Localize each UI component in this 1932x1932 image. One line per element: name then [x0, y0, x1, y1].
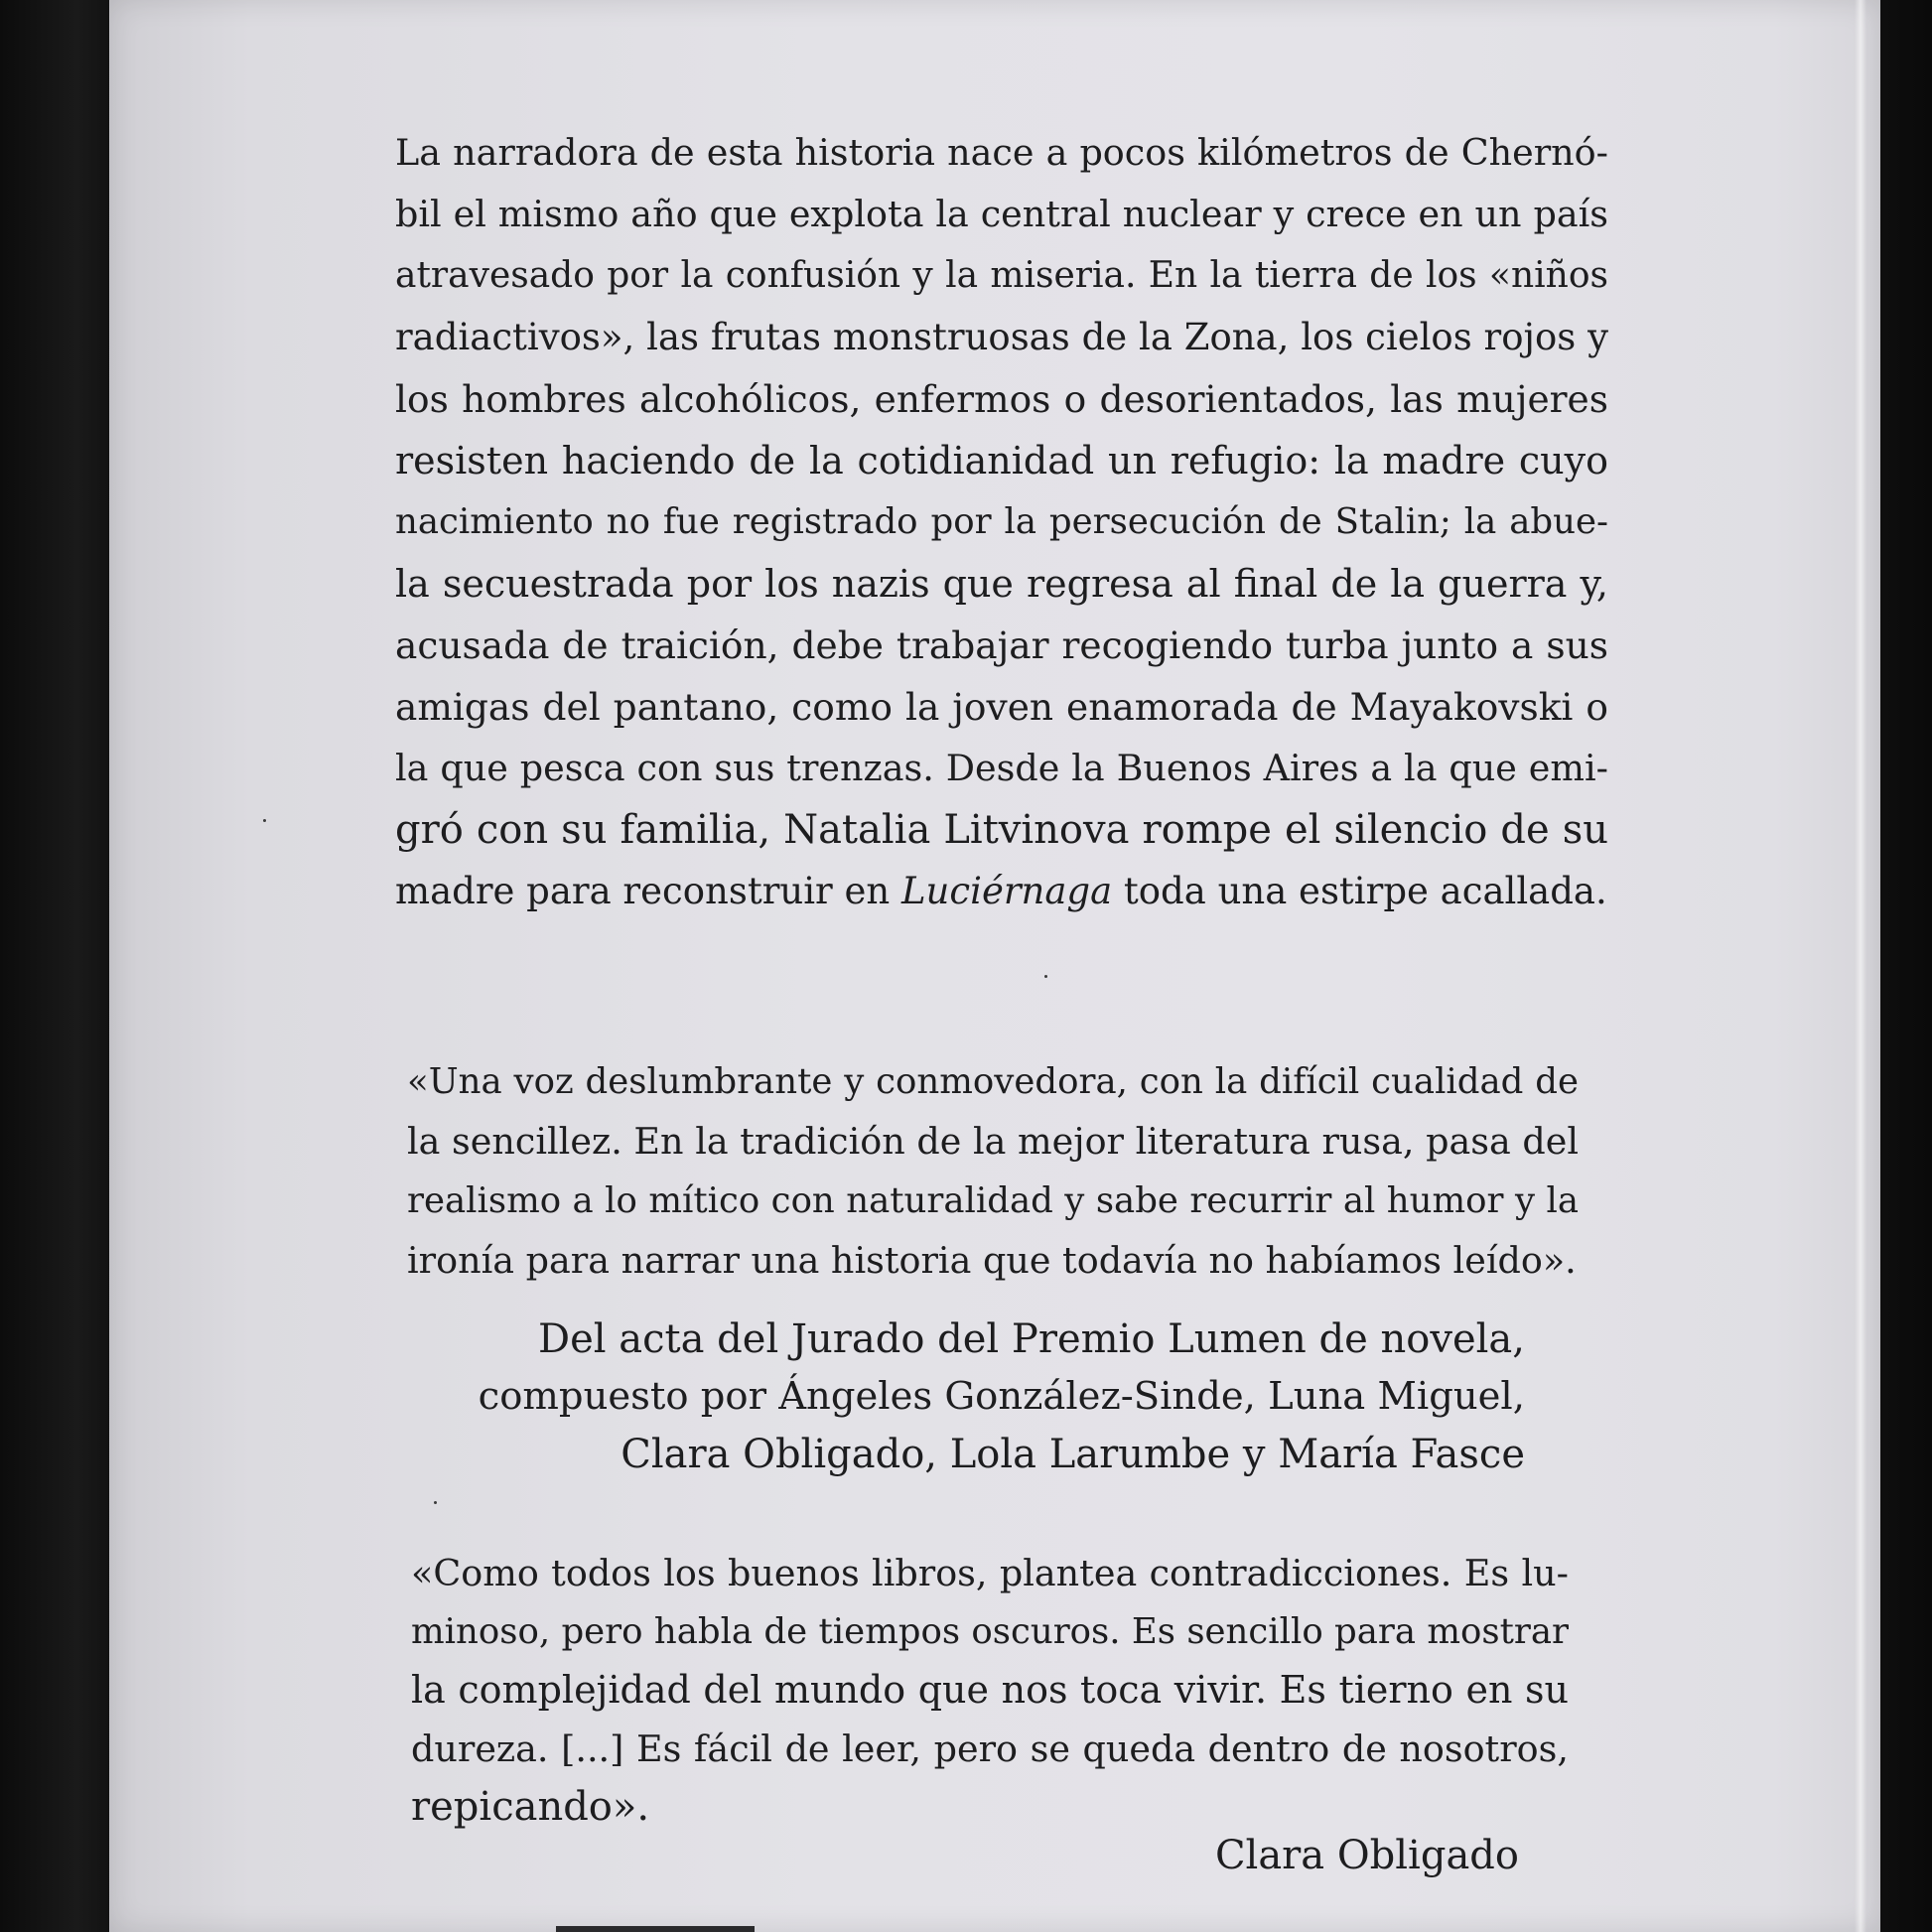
jury-attribution-line: Del acta del Jurado del Premio Lumen de novela, [538, 1316, 1525, 1362]
dust-speck [1044, 975, 1047, 978]
jury-quote [407, 1052, 1579, 1291]
synopsis-line: nacimiento no fue registrado por la persecución de Stalin; la abue- [395, 501, 1608, 542]
bottom-rule [556, 1926, 755, 1932]
author-quote-line: «Como todos los buenos libros, plantea contradicciones. Es lu- [411, 1552, 1569, 1594]
book-title-italic: Luciérnaga [900, 870, 1113, 912]
jury-quote-line: ironía para narrar una historia que todavía no habíamos leído». [407, 1239, 1577, 1282]
jury-quote-line: realismo a lo mítico con naturalidad y sabe recurrir al humor y la [407, 1180, 1579, 1221]
synopsis-line: atravesado por la confusión y la miseria. En la tierra de los «niños [395, 255, 1608, 296]
author-quote-line: minoso, pero habla de tiempos oscuros. Es sencillo para mostrar [411, 1611, 1569, 1652]
author-quote [411, 1544, 1569, 1837]
synopsis-paragraph [395, 122, 1608, 922]
author-quote-line: repicando». [411, 1784, 650, 1830]
jury-quote-line: «Una voz deslumbrante y conmovedora, con la difícil cualidad de [407, 1061, 1579, 1102]
synopsis-line: resisten haciendo de la cotidianidad un refugio: la madre cuyo [395, 439, 1608, 483]
synopsis-line: la secuestrada por los nazis que regresa al final de la guerra y, [395, 562, 1608, 606]
synopsis-line: radiactivos», las frutas monstruosas de la Zona, los cielos rojos y [395, 316, 1608, 358]
jury-attribution-line: compuesto por Ángeles González-Sinde, Luna Miguel, [478, 1374, 1525, 1419]
synopsis-line: acusada de traición, debe trabajar recogiendo turba junto a sus [395, 623, 1608, 667]
synopsis-line: la que pesca con sus trenzas. Desde la Buenos Aires a la que emi- [395, 747, 1608, 789]
synopsis-line: bil el mismo año que explota la central nuclear y crece en un país [395, 193, 1608, 235]
jury-attribution [467, 1311, 1525, 1483]
jury-attribution-line: Clara Obligado, Lola Larumbe y María Fasce [621, 1432, 1525, 1477]
dust-speck [434, 1501, 437, 1504]
author-attribution: Clara Obligado [1214, 1833, 1519, 1878]
author-quote-line: dureza. [...] Es fácil de leer, pero se queda dentro de nosotros, [411, 1727, 1569, 1770]
jury-quote-line: la sencillez. En la tradición de la mejor literatura rusa, pasa del [407, 1120, 1579, 1163]
author-quote-line: la complejidad del mundo que nos toca vivir. Es tierno en su [411, 1668, 1569, 1712]
synopsis-line: La narradora de esta historia nace a pocos kilómetros de Chernó- [395, 131, 1608, 174]
synopsis-line: los hombres alcohólicos, enfermos o desorientados, las mujeres [395, 377, 1608, 421]
synopsis-line: gró con su familia, Natalia Litvinova rompe el silencio de su [395, 807, 1608, 853]
dust-speck [263, 819, 266, 822]
synopsis-last-after: toda una estirpe acallada. [1112, 870, 1607, 912]
synopsis-last-line [395, 861, 1608, 922]
synopsis-last-before: madre para reconstruir en [395, 870, 901, 912]
synopsis-line: amigas del pantano, como la joven enamorada de Mayakovski o [395, 685, 1608, 729]
cover-edge-glare [1855, 0, 1866, 1932]
